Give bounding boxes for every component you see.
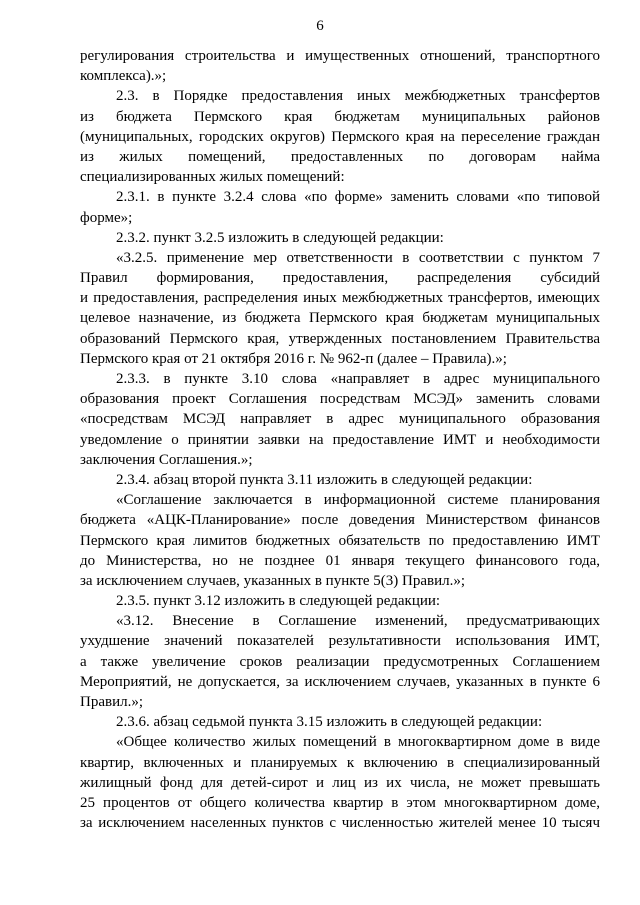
text-line: Правил.»;	[80, 694, 144, 710]
text-line: из бюджета Пермского края бюджетам муниципальных районов	[80, 108, 600, 125]
text-line: 25 процентов от общего количества квартир в этом многоквартирном доме,	[80, 794, 600, 811]
text-line: Правил формирования, предоставления, распределения субсидий	[80, 270, 600, 287]
text-line: 2.3.2. пункт 3.2.5 изложить в следующей редакции:	[116, 229, 444, 246]
text-line: уведомление о принятии заявки на предоставление ИМТ и необходимости	[80, 431, 600, 448]
text-line: «Общее количество жилых помещений в многоквартирном доме в виде	[116, 734, 600, 751]
page-number: 6	[316, 18, 324, 34]
text-line: за исключением случаев, указанных в пункте 5(3) Правил.»;	[80, 572, 466, 589]
text-line: бюджета «АЦК-Планирование» после доведения Министерством финансов	[80, 512, 600, 529]
text-line: образования проект Соглашения посредствам МСЭД» заменить словами	[80, 391, 600, 408]
text-line: до Министерства, но не позднее 01 января текущего финансового года,	[80, 552, 600, 569]
text-line: 2.3.3. в пункте 3.10 слова «направляет в адрес муниципального	[116, 371, 600, 387]
text-line: и предоставления, распределения иных межбюджетных трансфертов, имеющих	[80, 290, 600, 307]
text-line: целевое назначение, из бюджета Пермского края бюджетам муниципальных	[80, 310, 600, 327]
text-line: 2.3.6. абзац седьмой пункта 3.15 изложить в следующей редакции:	[116, 714, 543, 731]
text-line: ухудшение значений показателей результативности использования ИМТ,	[80, 633, 600, 650]
text-line: жилищный фонд для детей-сирот и лиц из их числа, не может превышать	[80, 774, 600, 791]
text-line: а также увеличение сроков реализации предусмотренных Соглашением	[80, 653, 600, 670]
text-line: из жилых помещений, предоставленных по договорам найма	[80, 148, 600, 165]
text-line: 2.3.1. в пункте 3.2.4 слова «по форме» заменить словами «по типовой	[116, 189, 600, 206]
text-line: за исключением населенных пунктов с численностью жителей менее 10 тысяч	[80, 815, 600, 832]
text-line: регулирования строительства и имущественных отношений, транспортного	[80, 48, 600, 64]
text-line: комплекса).»;	[80, 68, 167, 85]
text-line: «3.12. Внесение в Соглашение изменений, предусматривающих	[116, 613, 600, 630]
text-line: «посредствам МСЭД направляет в адрес муниципального образования	[80, 411, 600, 428]
text-line: Пермского края лимитов бюджетных обязательств по предоставлению ИМТ	[80, 532, 600, 549]
text-line: Пермского края от 21 октября 2016 г. № 962-п (далее – Правила).»;	[80, 350, 507, 367]
text-line: Мероприятий, не допускается, за исключением случаев, указанных в пункте 6	[80, 673, 600, 690]
text-line: заключения Соглашения.»;	[80, 451, 253, 468]
text-line: квартир, включенных и планируемых к включению в специализированный	[80, 754, 600, 771]
text-line: форме»;	[80, 209, 133, 226]
text-line: 2.3.5. пункт 3.12 изложить в следующей редакции:	[116, 593, 441, 610]
text-line: специализированных жилых помещений:	[80, 169, 345, 186]
text-line: образований Пермского края, утвержденных постановлением Правительства	[80, 330, 600, 347]
text-line: 2.3. в Порядке предоставления иных межбюджетных трансфертов	[116, 88, 600, 105]
text-line: (муниципальных, городских округов) Пермского края на переселение граждан	[80, 128, 600, 145]
text-line: «Соглашение заключается в информационной системе планирования	[116, 492, 600, 509]
text-line: 2.3.4. абзац второй пункта 3.11 изложить в следующей редакции:	[116, 471, 533, 488]
text-line: «3.2.5. применение мер ответственности в соответствии с пунктом 7	[116, 249, 600, 266]
document-body	[80, 46, 600, 833]
